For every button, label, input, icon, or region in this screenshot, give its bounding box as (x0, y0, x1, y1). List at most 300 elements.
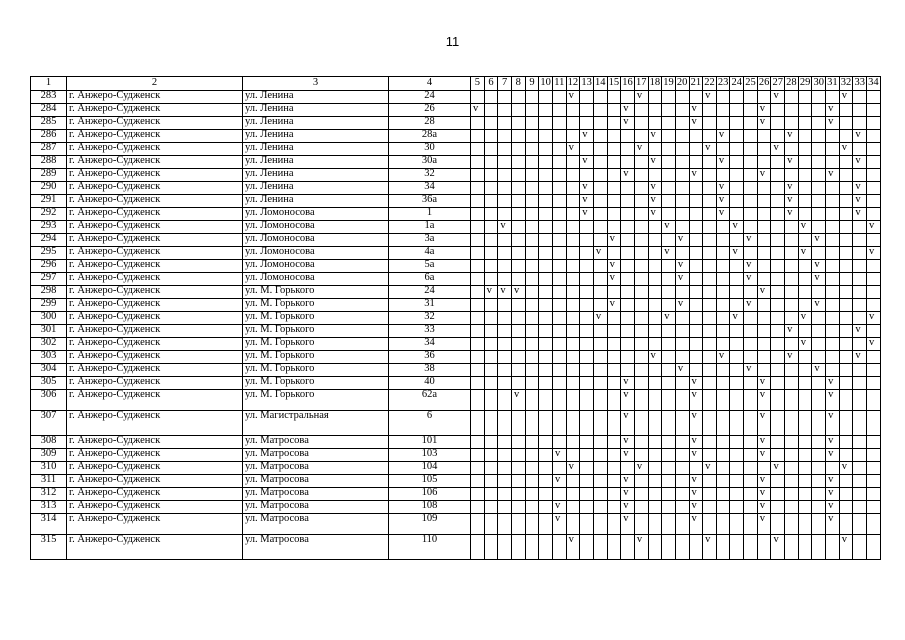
empty-cell (607, 501, 621, 514)
empty-cell (580, 390, 594, 411)
empty-cell (607, 208, 621, 221)
column-header: 22 (703, 77, 717, 91)
empty-cell (785, 449, 799, 462)
house-cell: 106 (389, 488, 471, 501)
city-cell: г. Анжеро-Судженск (67, 208, 243, 221)
empty-cell (525, 501, 539, 514)
empty-cell (771, 273, 785, 286)
check-mark-cell: v (812, 299, 826, 312)
empty-cell (812, 247, 826, 260)
check-mark-cell: v (771, 462, 785, 475)
city-cell: г. Анжеро-Судженск (67, 221, 243, 234)
empty-cell (703, 411, 717, 436)
empty-cell (525, 221, 539, 234)
city-cell: г. Анжеро-Судженск (67, 436, 243, 449)
empty-cell (826, 351, 840, 364)
check-mark-cell: v (757, 169, 771, 182)
check-mark-cell: v (716, 182, 730, 195)
empty-cell (853, 338, 867, 351)
empty-cell (867, 169, 881, 182)
empty-cell (716, 462, 730, 475)
empty-cell (566, 299, 580, 312)
table-row (31, 411, 881, 436)
empty-cell (839, 475, 853, 488)
empty-cell (593, 221, 607, 234)
check-mark-cell: v (785, 182, 799, 195)
empty-cell (566, 449, 580, 462)
empty-cell (511, 143, 525, 156)
empty-cell (634, 117, 648, 130)
empty-cell (771, 221, 785, 234)
empty-cell (716, 143, 730, 156)
empty-cell (525, 143, 539, 156)
empty-cell (662, 351, 676, 364)
check-mark-cell: v (689, 117, 703, 130)
empty-cell (826, 364, 840, 377)
empty-cell (716, 364, 730, 377)
empty-cell (839, 299, 853, 312)
check-mark-cell: v (580, 208, 594, 221)
house-cell: 3а (389, 234, 471, 247)
empty-cell (634, 221, 648, 234)
house-cell: 105 (389, 475, 471, 488)
house-cell: 4а (389, 247, 471, 260)
street-cell: ул. М. Горького (243, 299, 389, 312)
empty-cell (798, 169, 812, 182)
empty-cell (867, 390, 881, 411)
empty-cell (867, 501, 881, 514)
empty-cell (634, 169, 648, 182)
empty-cell (607, 535, 621, 560)
empty-cell (744, 436, 758, 449)
empty-cell (716, 501, 730, 514)
empty-cell (566, 234, 580, 247)
empty-cell (675, 488, 689, 501)
empty-cell (867, 182, 881, 195)
empty-cell (785, 117, 799, 130)
empty-cell (580, 462, 594, 475)
empty-cell (839, 377, 853, 390)
empty-cell (744, 182, 758, 195)
empty-cell (525, 130, 539, 143)
empty-cell (853, 273, 867, 286)
house-cell: 104 (389, 462, 471, 475)
column-header: 32 (839, 77, 853, 91)
empty-cell (593, 351, 607, 364)
check-mark-cell: v (621, 514, 635, 535)
empty-cell (552, 247, 566, 260)
empty-cell (593, 325, 607, 338)
empty-cell (484, 377, 498, 390)
empty-cell (621, 130, 635, 143)
empty-cell (648, 475, 662, 488)
empty-cell (484, 390, 498, 411)
check-mark-cell: v (716, 156, 730, 169)
empty-cell (730, 377, 744, 390)
empty-cell (471, 390, 485, 411)
street-cell: ул. Ломоносова (243, 208, 389, 221)
empty-cell (552, 195, 566, 208)
empty-cell (689, 273, 703, 286)
house-cell: 40 (389, 377, 471, 390)
check-mark-cell: v (757, 117, 771, 130)
empty-cell (703, 364, 717, 377)
check-mark-cell: v (853, 351, 867, 364)
table-row (31, 390, 881, 411)
column-header: 1 (31, 77, 67, 91)
row-number-cell: 293 (31, 221, 67, 234)
empty-cell (552, 351, 566, 364)
empty-cell (730, 390, 744, 411)
check-mark-cell: v (716, 208, 730, 221)
empty-cell (689, 312, 703, 325)
street-cell: ул. Ломоносова (243, 221, 389, 234)
empty-cell (607, 247, 621, 260)
empty-cell (539, 364, 553, 377)
empty-cell (621, 273, 635, 286)
empty-cell (826, 195, 840, 208)
street-cell: ул. Ленина (243, 91, 389, 104)
empty-cell (539, 338, 553, 351)
empty-cell (566, 501, 580, 514)
empty-cell (484, 411, 498, 436)
empty-cell (566, 286, 580, 299)
empty-cell (689, 143, 703, 156)
empty-cell (744, 351, 758, 364)
empty-cell (662, 338, 676, 351)
empty-cell (771, 182, 785, 195)
empty-cell (744, 514, 758, 535)
house-cell: 36а (389, 195, 471, 208)
check-mark-cell: v (853, 130, 867, 143)
empty-cell (634, 312, 648, 325)
empty-cell (539, 169, 553, 182)
row-number-cell: 304 (31, 364, 67, 377)
row-number-cell: 296 (31, 260, 67, 273)
empty-cell (607, 377, 621, 390)
city-cell: г. Анжеро-Судженск (67, 182, 243, 195)
empty-cell (525, 364, 539, 377)
empty-cell (703, 488, 717, 501)
empty-cell (566, 247, 580, 260)
empty-cell (634, 247, 648, 260)
empty-cell (607, 195, 621, 208)
empty-cell (853, 234, 867, 247)
empty-cell (607, 169, 621, 182)
empty-cell (662, 514, 676, 535)
empty-cell (757, 364, 771, 377)
city-cell: г. Анжеро-Судженск (67, 535, 243, 560)
empty-cell (689, 325, 703, 338)
empty-cell (716, 247, 730, 260)
table-row (31, 117, 881, 130)
row-number-cell: 303 (31, 351, 67, 364)
check-mark-cell: v (621, 488, 635, 501)
empty-cell (703, 286, 717, 299)
street-cell: ул. Ленина (243, 182, 389, 195)
empty-cell (498, 449, 512, 462)
street-cell: ул. Магистральная (243, 411, 389, 436)
empty-cell (511, 462, 525, 475)
empty-cell (648, 143, 662, 156)
check-mark-cell: v (580, 156, 594, 169)
city-cell: г. Анжеро-Судженск (67, 91, 243, 104)
column-header: 9 (525, 77, 539, 91)
empty-cell (498, 390, 512, 411)
empty-cell (552, 325, 566, 338)
house-cell: 32 (389, 312, 471, 325)
empty-cell (634, 449, 648, 462)
street-cell: ул. Ленина (243, 195, 389, 208)
empty-cell (730, 234, 744, 247)
check-mark-cell: v (648, 130, 662, 143)
check-mark-cell: v (716, 195, 730, 208)
check-mark-cell: v (716, 351, 730, 364)
table-row (31, 535, 881, 560)
empty-cell (634, 501, 648, 514)
empty-cell (580, 117, 594, 130)
house-cell: 33 (389, 325, 471, 338)
table-row (31, 143, 881, 156)
check-mark-cell: v (826, 475, 840, 488)
empty-cell (798, 260, 812, 273)
table-row (31, 182, 881, 195)
house-cell: 6а (389, 273, 471, 286)
empty-cell (634, 130, 648, 143)
empty-cell (812, 156, 826, 169)
empty-cell (867, 475, 881, 488)
empty-cell (785, 260, 799, 273)
empty-cell (771, 364, 785, 377)
empty-cell (703, 514, 717, 535)
check-mark-cell: v (867, 338, 881, 351)
check-mark-cell: v (853, 156, 867, 169)
check-mark-cell: v (607, 299, 621, 312)
empty-cell (539, 436, 553, 449)
empty-cell (744, 208, 758, 221)
empty-cell (498, 273, 512, 286)
check-mark-cell: v (648, 195, 662, 208)
empty-cell (675, 169, 689, 182)
empty-cell (744, 488, 758, 501)
check-mark-cell: v (580, 195, 594, 208)
check-mark-cell: v (744, 260, 758, 273)
empty-cell (785, 286, 799, 299)
empty-cell (580, 299, 594, 312)
city-cell: г. Анжеро-Судженск (67, 286, 243, 299)
empty-cell (634, 411, 648, 436)
empty-cell (607, 143, 621, 156)
empty-cell (484, 535, 498, 560)
check-mark-cell: v (867, 221, 881, 234)
empty-cell (621, 299, 635, 312)
street-cell: ул. Ломоносова (243, 234, 389, 247)
empty-cell (471, 299, 485, 312)
empty-cell (839, 247, 853, 260)
empty-cell (785, 221, 799, 234)
empty-cell (511, 130, 525, 143)
empty-cell (539, 247, 553, 260)
empty-cell (511, 325, 525, 338)
empty-cell (539, 91, 553, 104)
empty-cell (552, 364, 566, 377)
check-mark-cell: v (757, 449, 771, 462)
empty-cell (607, 182, 621, 195)
empty-cell (525, 411, 539, 436)
empty-cell (744, 286, 758, 299)
house-cell: 28 (389, 117, 471, 130)
empty-cell (552, 338, 566, 351)
street-cell: ул. Ленина (243, 143, 389, 156)
table-row (31, 234, 881, 247)
empty-cell (853, 390, 867, 411)
empty-cell (744, 247, 758, 260)
empty-cell (703, 475, 717, 488)
empty-cell (552, 488, 566, 501)
empty-cell (621, 260, 635, 273)
empty-cell (484, 488, 498, 501)
empty-cell (662, 364, 676, 377)
row-number-cell: 292 (31, 208, 67, 221)
empty-cell (867, 535, 881, 560)
check-mark-cell: v (566, 143, 580, 156)
empty-cell (839, 411, 853, 436)
empty-cell (675, 286, 689, 299)
row-number-cell: 299 (31, 299, 67, 312)
empty-cell (498, 462, 512, 475)
table-row (31, 299, 881, 312)
empty-cell (525, 462, 539, 475)
empty-cell (471, 117, 485, 130)
empty-cell (471, 377, 485, 390)
empty-cell (730, 182, 744, 195)
check-mark-cell: v (853, 195, 867, 208)
empty-cell (716, 436, 730, 449)
empty-cell (675, 156, 689, 169)
row-number-cell: 312 (31, 488, 67, 501)
empty-cell (812, 390, 826, 411)
city-cell: г. Анжеро-Судженск (67, 299, 243, 312)
street-cell: ул. Матросова (243, 535, 389, 560)
table-row (31, 338, 881, 351)
empty-cell (839, 351, 853, 364)
empty-cell (744, 221, 758, 234)
empty-cell (662, 488, 676, 501)
empty-cell (703, 195, 717, 208)
empty-cell (785, 247, 799, 260)
empty-cell (621, 221, 635, 234)
empty-cell (703, 338, 717, 351)
empty-cell (621, 247, 635, 260)
empty-cell (853, 462, 867, 475)
table-row (31, 436, 881, 449)
empty-cell (785, 338, 799, 351)
street-cell: ул. Матросова (243, 449, 389, 462)
city-cell: г. Анжеро-Судженск (67, 390, 243, 411)
empty-cell (867, 364, 881, 377)
empty-cell (498, 501, 512, 514)
table-row (31, 156, 881, 169)
empty-cell (798, 234, 812, 247)
empty-cell (744, 143, 758, 156)
empty-cell (703, 325, 717, 338)
empty-cell (662, 234, 676, 247)
empty-cell (607, 475, 621, 488)
street-cell: ул. Матросова (243, 501, 389, 514)
check-mark-cell: v (607, 260, 621, 273)
empty-cell (607, 130, 621, 143)
empty-cell (580, 338, 594, 351)
empty-cell (771, 390, 785, 411)
house-cell: 6 (389, 411, 471, 436)
empty-cell (689, 156, 703, 169)
empty-cell (716, 411, 730, 436)
empty-cell (484, 273, 498, 286)
empty-cell (730, 475, 744, 488)
empty-cell (621, 182, 635, 195)
empty-cell (621, 143, 635, 156)
column-header: 19 (662, 77, 676, 91)
empty-cell (716, 514, 730, 535)
empty-cell (826, 182, 840, 195)
empty-cell (785, 234, 799, 247)
check-mark-cell: v (675, 234, 689, 247)
empty-cell (593, 501, 607, 514)
schedule-table (30, 76, 881, 560)
empty-cell (703, 390, 717, 411)
empty-cell (566, 130, 580, 143)
check-mark-cell: v (689, 104, 703, 117)
empty-cell (839, 501, 853, 514)
empty-cell (785, 143, 799, 156)
check-mark-cell: v (498, 221, 512, 234)
empty-cell (867, 156, 881, 169)
empty-cell (675, 535, 689, 560)
empty-cell (703, 501, 717, 514)
empty-cell (839, 390, 853, 411)
check-mark-cell: v (703, 535, 717, 560)
empty-cell (539, 449, 553, 462)
empty-cell (634, 377, 648, 390)
empty-cell (662, 130, 676, 143)
city-cell: г. Анжеро-Судженск (67, 117, 243, 130)
empty-cell (607, 351, 621, 364)
empty-cell (607, 364, 621, 377)
empty-cell (867, 411, 881, 436)
empty-cell (703, 104, 717, 117)
empty-cell (471, 449, 485, 462)
empty-cell (716, 475, 730, 488)
table-row (31, 364, 881, 377)
empty-cell (703, 273, 717, 286)
empty-cell (566, 325, 580, 338)
empty-cell (757, 143, 771, 156)
empty-cell (607, 312, 621, 325)
empty-cell (552, 221, 566, 234)
check-mark-cell: v (566, 535, 580, 560)
empty-cell (648, 390, 662, 411)
empty-cell (539, 535, 553, 560)
table-row (31, 351, 881, 364)
empty-cell (839, 260, 853, 273)
check-mark-cell: v (552, 449, 566, 462)
empty-cell (471, 411, 485, 436)
empty-cell (744, 501, 758, 514)
empty-cell (744, 411, 758, 436)
empty-cell (812, 488, 826, 501)
empty-cell (552, 260, 566, 273)
empty-cell (798, 501, 812, 514)
